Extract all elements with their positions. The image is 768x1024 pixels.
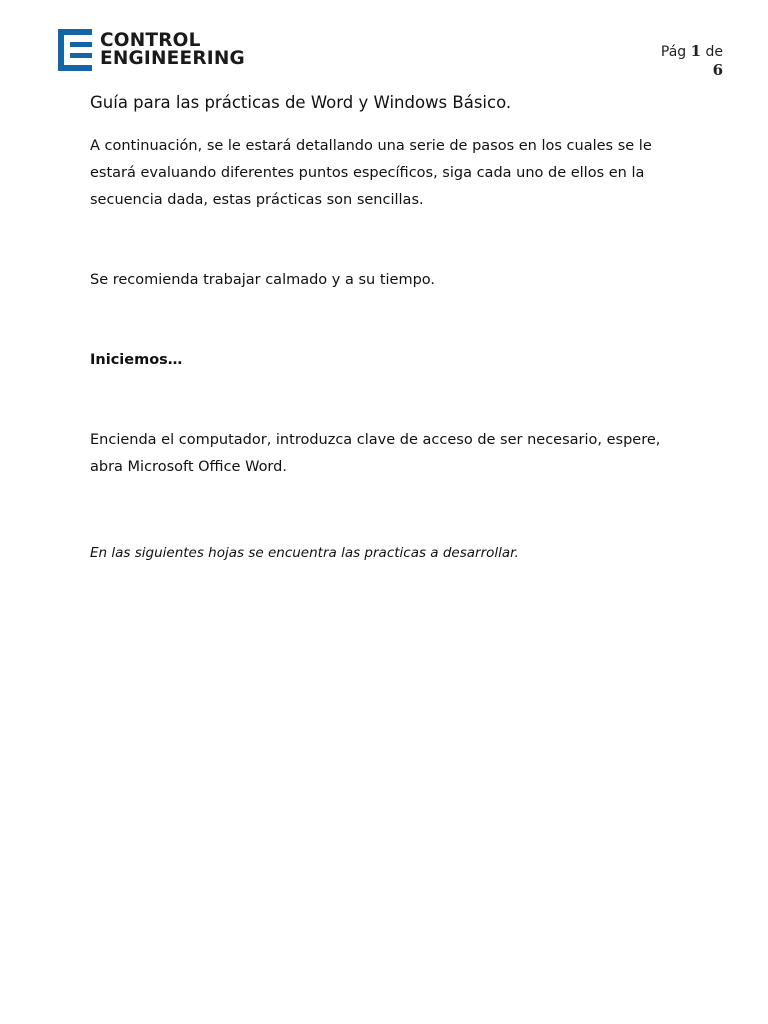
start-heading: Iniciemos… [90,352,183,368]
page-total: 6 [712,61,723,79]
logo-wordmark [100,32,245,68]
page-prefix: Pág [660,44,687,60]
logo-line-control: CONTROL [100,30,201,51]
instructions-paragraph: Encienda el computador, introduzca clave de acceso de ser necesario, espere, abra Microsoft Office Word. [90,432,661,475]
document-body [90,91,690,567]
intro-paragraph: A continuación, se le estará detallando una serie de pasos en los cuales se le estará evaluando diferentes puntos específicos, siga cada uno de ellos en la secuencia dada, estas prácticas son sencillas. [90,138,652,208]
page-indicator [661,42,723,80]
logo-e-mark-icon [58,29,92,71]
logo-line-engineering: ENGINEERING [100,48,245,69]
company-logo [58,29,245,71]
page-separator: de [705,44,723,60]
page-current: 1 [690,42,702,60]
document-title: Guía para las prácticas de Word y Windows Básico. [90,93,512,112]
recommendation-paragraph: Se recomienda trabajar calmado y a su tiempo. [90,272,436,288]
note-paragraph: En las siguientes hojas se encuentra las practicas a desarrollar. [90,545,519,561]
